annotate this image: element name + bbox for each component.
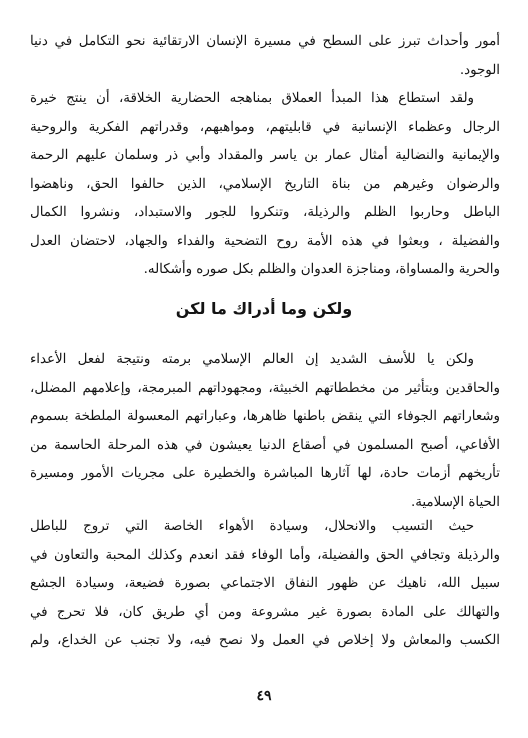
text-line: تأريخهم أزمات حادة، لها آثارها المباشرة والخطيرة على مجريات الأمور ومسيرة (30, 466, 500, 481)
text-line: الباطل وحاربوا الظلم والرذيلة، وتنكروا للجور والاستبداد، ونشروا الكمال (30, 205, 500, 220)
paragraph-decline (30, 513, 500, 656)
text-line: الكسب والمعاش ولا إخلاص في العمل ولا نصح فيه، ولا تجنب عن الخداع، ولم (30, 633, 500, 648)
text-line: أمور وأحداث تبرز على السطح في مسيرة الإنسان الارتقائية نحو التكامل في دنيا (30, 34, 500, 49)
text-line: والرضوان وغيرهم من بناة التاريخ الإسلامي، الذين حالفوا الحق، وناهضوا (30, 176, 500, 192)
section-heading: ولكن وما أدراك ما لكن (175, 299, 353, 318)
text-line: ولكن يا للأسف الشديد إن العالم الإسلامي برمته ونتيجة لفعل الأعداء (30, 352, 474, 367)
text-line: والإيمانية والنضالية أمثال عمار بن ياسر والمقداد وأبي ذر وسلمان عليهم الرحمة (30, 148, 500, 163)
text-line: الوجود. (459, 62, 500, 78)
paragraph-continued (30, 28, 500, 85)
paragraph-regret (30, 346, 500, 517)
text-line: والتهالك على المادة بصورة غير مشروعة ومن أي طريق كان، فلا تحرج في (30, 604, 500, 620)
text-line: وشعاراتهم الجوفاء التي ينقض باطنها ظاهرها، وعباراتهم المعسولة الملطخة بسموم (30, 409, 500, 424)
text-line: الأفاعي، أصبح المسلمون في أصقاع الدنيا يعيشون في هذه المرحلة الحاسمة من (30, 437, 500, 453)
page-number: ٤٩ (256, 688, 272, 704)
text-line: ولقد استطاع هذا المبدأ العملاق بمناهجه الحضارية الخلاقة، أن ينتج خيرة (30, 91, 474, 106)
text-line: والحرية والمساواة، ومناجزة العدوان والظلم بكل صوره وأشكاله. (143, 262, 500, 277)
text-line: الحياة الإسلامية. (410, 494, 500, 510)
text-line: والرذيلة وتجافي الحق والفضيلة، وأما الوفاء فقد انعدم وكذلك المحبة والتعاون في (30, 547, 500, 563)
text-line: سبيل الله، ناهيك عن ظهور النفاق الاجتماعي بصورة فضيعة، وسيادة الجشع (30, 576, 500, 591)
text-line: الرجال وعظماء الإنسانية في قابليتهم، ومواهبهم، وقدراتهم الفكرية والروحية (30, 119, 500, 135)
text-line: والحاقدين وبتأثير من مخططاتهم الخبيثة، ومجهوداتهم المبرمجة، وإعلامهم المضلل، (30, 380, 500, 396)
text-line: حيث التسيب والانحلال، وسيادة الأهواء الخاصة التي تروج للباطل (30, 519, 474, 534)
paragraph-great-men (30, 85, 500, 285)
text-line: والفضيلة ، وبعثوا في هذه الأمة روح التضحية والفداء والجهاد، لاحتضان العدل (30, 233, 500, 249)
